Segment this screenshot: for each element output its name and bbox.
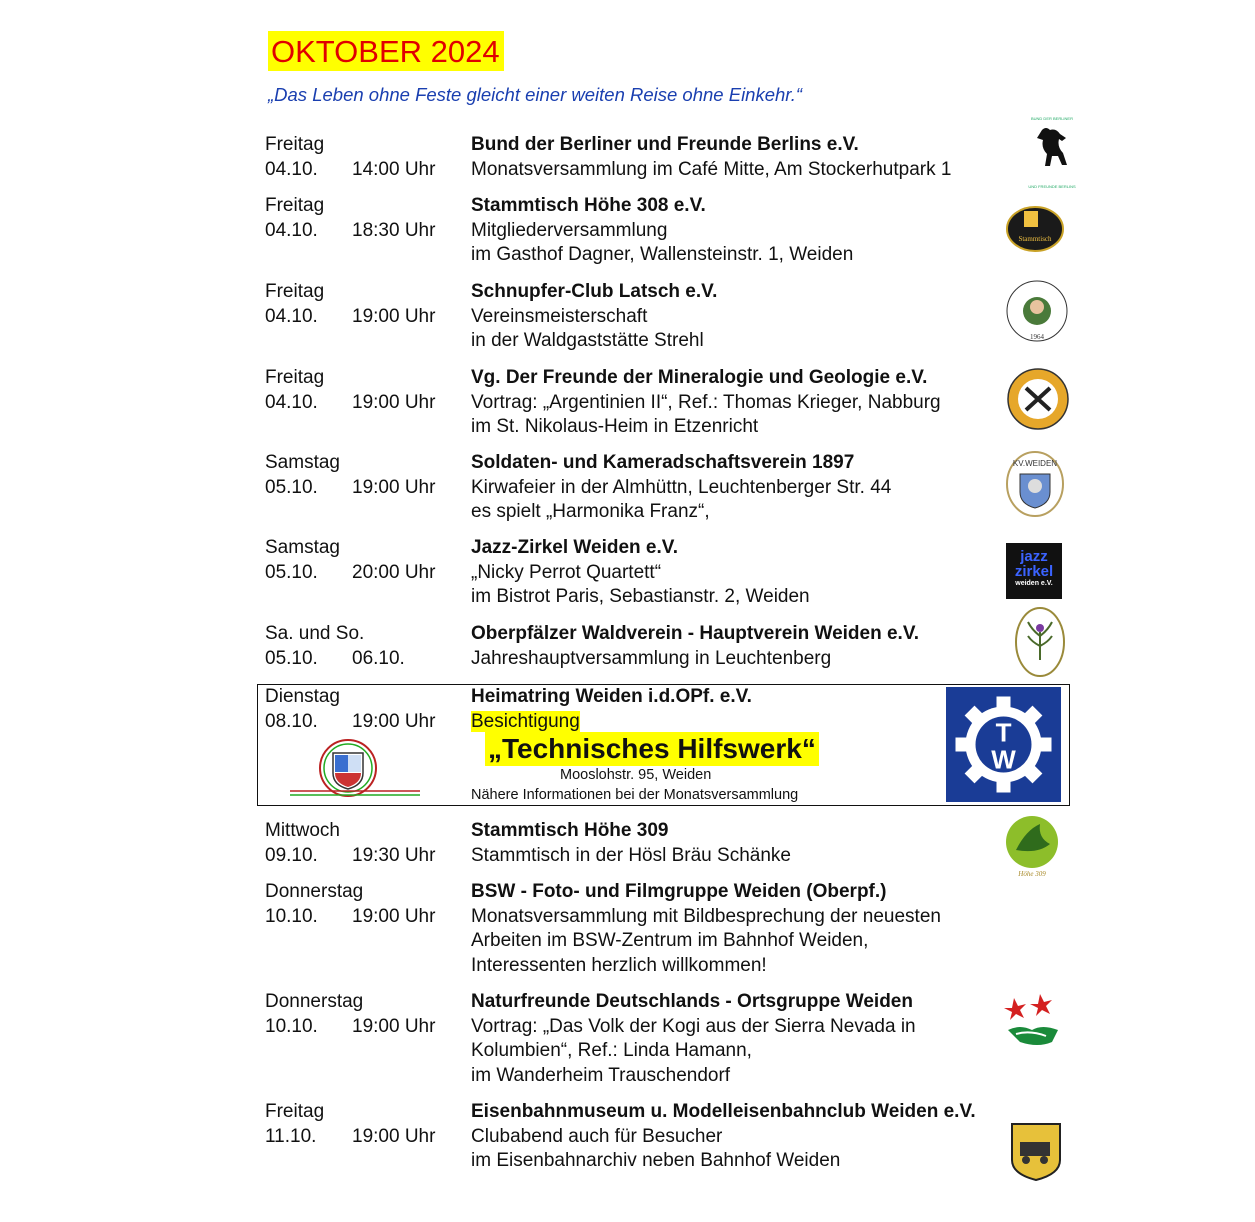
event-date: 10.10. bbox=[265, 905, 318, 927]
event-time: 19:30 Uhr bbox=[352, 844, 436, 866]
event-organization: Oberpfälzer Waldverein - Hauptverein Weiden e.V. bbox=[471, 623, 920, 644]
event-detail: Stammtisch in der Hösl Bräu Schänke bbox=[471, 844, 791, 866]
event-detail: Monatsversammlung im Café Mitte, Am Stockerhutpark 1 bbox=[471, 158, 952, 180]
event-day: Donnerstag bbox=[265, 881, 364, 902]
event-organization: Jazz-Zirkel Weiden e.V. bbox=[471, 537, 678, 558]
svg-text:UND FREUNDE BERLINS: UND FREUNDE BERLINS bbox=[1028, 184, 1076, 189]
event-day: Donnerstag bbox=[265, 991, 364, 1012]
event-organization: BSW - Foto- und Filmgruppe Weiden (Oberpf.) bbox=[471, 881, 887, 902]
svg-text:Höhe 309: Höhe 309 bbox=[1018, 870, 1046, 878]
highlight-address: Mooslohstr. 95, Weiden bbox=[560, 767, 712, 783]
naturfreunde-logo-icon bbox=[1002, 992, 1064, 1054]
svg-text:1964: 1964 bbox=[1030, 333, 1044, 341]
page-title: OKTOBER 2024 bbox=[268, 31, 504, 71]
event-organization: Stammtisch Höhe 309 bbox=[471, 820, 669, 841]
event-date: 04.10. bbox=[265, 391, 318, 413]
event-date: 04.10. bbox=[265, 158, 318, 180]
event-date: 05.10. bbox=[265, 561, 318, 583]
event-detail: Vortrag: „Argentinien II“, Ref.: Thomas Krieger, Nabburg bbox=[471, 391, 941, 413]
event-organization: Vg. Der Freunde der Mineralogie und Geologie e.V. bbox=[471, 367, 928, 388]
event-detail: es spielt „Harmonika Franz“, bbox=[471, 501, 710, 522]
event-day: Sa. und So. bbox=[265, 623, 365, 644]
motto-quote: „Das Leben ohne Feste gleicht einer weiten Reise ohne Einkehr.“ bbox=[268, 84, 803, 105]
svg-text:Stammtisch: Stammtisch bbox=[1018, 235, 1052, 243]
event-detail: im Bistrot Paris, Sebastianstr. 2, Weiden bbox=[471, 586, 810, 607]
event-detail: Kolumbien“, Ref.: Linda Hamann, bbox=[471, 1040, 752, 1061]
event-day: Freitag bbox=[265, 367, 325, 388]
event-detail: Vortrag: „Das Volk der Kogi aus der Sierra Nevada in bbox=[471, 1015, 916, 1037]
kv-weiden-logo-icon bbox=[1004, 450, 1066, 518]
event-time: 19:00 Uhr bbox=[352, 1015, 436, 1037]
event-day: Samstag bbox=[265, 537, 340, 558]
event-day: Dienstag bbox=[265, 686, 340, 707]
event-time: 19:00 Uhr bbox=[352, 476, 436, 498]
event-organization: Naturfreunde Deutschlands - Ortsgruppe Weiden bbox=[471, 991, 913, 1012]
event-organization: Stammtisch Höhe 308 e.V. bbox=[471, 195, 706, 216]
hoehe-309-logo-icon bbox=[1002, 812, 1062, 878]
event-organization: Bund der Berliner und Freunde Berlins e.V. bbox=[471, 134, 859, 155]
thw-logo-icon bbox=[946, 687, 1061, 802]
event-day: Freitag bbox=[265, 1101, 325, 1122]
svg-text:KV.WEIDEN: KV.WEIDEN bbox=[1012, 459, 1058, 468]
svg-text:W: W bbox=[991, 744, 1016, 775]
event-detail: Monatsversammlung mit Bildbesprechung der neuesten bbox=[471, 905, 941, 927]
event-time: 20:00 Uhr bbox=[352, 561, 436, 583]
event-time: 18:30 Uhr bbox=[352, 219, 436, 241]
waldverein-logo-icon bbox=[1014, 606, 1066, 678]
event-time: 19:00 Uhr bbox=[352, 391, 436, 413]
heimatring-logo-icon bbox=[288, 736, 423, 800]
event-date: 10.10. bbox=[265, 1015, 318, 1037]
event-date: 09.10. bbox=[265, 844, 318, 866]
event-date: 04.10. bbox=[265, 219, 318, 241]
event-detail: „Nicky Perrot Quartett“ bbox=[471, 561, 662, 583]
event-detail: Besichtigung bbox=[471, 710, 580, 732]
event-organization: Schnupfer-Club Latsch e.V. bbox=[471, 281, 718, 302]
event-day: Mittwoch bbox=[265, 820, 340, 841]
berlin-bear-logo-icon bbox=[1028, 116, 1076, 190]
event-detail: in der Waldgaststätte Strehl bbox=[471, 330, 704, 351]
event-day: Freitag bbox=[265, 195, 325, 216]
event-time: 19:00 Uhr bbox=[352, 905, 436, 927]
event-date: 11.10. bbox=[265, 1125, 317, 1147]
mineralogie-logo-icon bbox=[1006, 368, 1070, 430]
event-detail: im Gasthof Dagner, Wallensteinstr. 1, Weiden bbox=[471, 244, 854, 265]
event-time: 14:00 Uhr bbox=[352, 158, 436, 180]
highlight-info: Nähere Informationen bei der Monatsversammlung bbox=[471, 787, 799, 803]
event-detail: Mitgliederversammlung bbox=[471, 219, 668, 241]
event-detail: Jahreshauptversammlung in Leuchtenberg bbox=[471, 647, 832, 669]
event-date: 05.10. bbox=[265, 476, 318, 498]
event-organization: Eisenbahnmuseum u. Modelleisenbahnclub Weiden e.V. bbox=[471, 1101, 976, 1122]
svg-text:T: T bbox=[995, 717, 1012, 748]
eisenbahn-logo-icon bbox=[1010, 1122, 1062, 1182]
event-day: Freitag bbox=[265, 281, 325, 302]
event-detail: Vereinsmeisterschaft bbox=[471, 305, 648, 327]
event-time: 19:00 Uhr bbox=[352, 710, 436, 732]
jazz-zirkel-logo-icon: jazz zirkel weiden e.V. bbox=[1006, 543, 1062, 599]
stammtisch-308-logo-icon bbox=[1006, 201, 1064, 253]
event-detail: Interessenten herzlich willkommen! bbox=[471, 954, 767, 976]
schnupferclub-logo-icon bbox=[1002, 279, 1072, 345]
event-day: Samstag bbox=[265, 452, 340, 473]
event-detail: im Eisenbahnarchiv neben Bahnhof Weiden bbox=[471, 1150, 841, 1171]
event-time: 06.10. bbox=[352, 647, 405, 669]
event-date: 04.10. bbox=[265, 305, 318, 327]
event-date: 08.10. bbox=[265, 710, 318, 732]
svg-text:BUND DER BERLINER: BUND DER BERLINER bbox=[1030, 116, 1074, 121]
event-detail: im Wanderheim Trauschendorf bbox=[471, 1064, 731, 1086]
event-detail: im St. Nikolaus-Heim in Etzenricht bbox=[471, 416, 759, 437]
event-detail: Clubabend auch für Besucher bbox=[471, 1125, 723, 1147]
event-time: 19:00 Uhr bbox=[352, 305, 436, 327]
event-detail: Kirwafeier in der Almhüttn, Leuchtenberger Str. 44 bbox=[471, 476, 892, 498]
highlight-title: „Technisches Hilfswerk“ bbox=[485, 732, 819, 766]
event-date: 05.10. bbox=[265, 647, 318, 669]
event-day: Freitag bbox=[265, 134, 325, 155]
event-organization: Soldaten- und Kameradschaftsverein 1897 bbox=[471, 452, 855, 473]
event-detail: Arbeiten im BSW-Zentrum im Bahnhof Weiden, bbox=[471, 930, 869, 951]
event-time: 19:00 Uhr bbox=[352, 1125, 436, 1147]
event-organization: Heimatring Weiden i.d.OPf. e.V. bbox=[471, 686, 752, 707]
